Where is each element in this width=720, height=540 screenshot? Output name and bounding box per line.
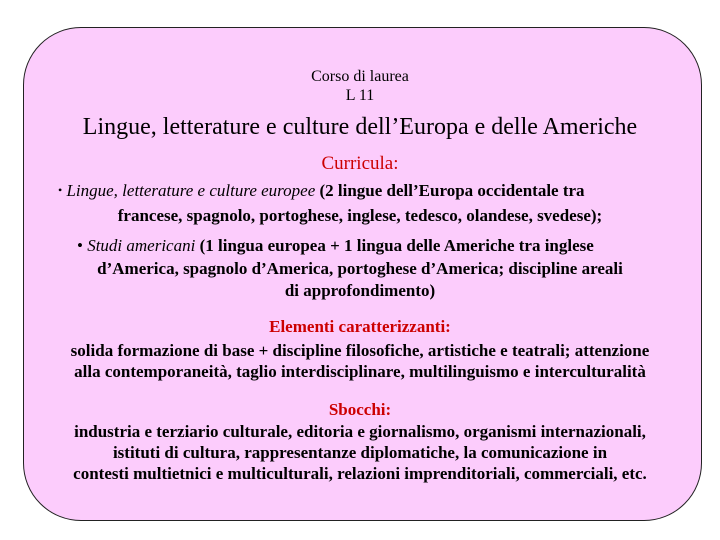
page-title: Lingue, letterature e culture dell’Europa e delle Americhe <box>82 114 638 140</box>
curriculum-name: Studi americani <box>87 236 196 255</box>
curriculum-detail-continued: di approfondimento) <box>284 281 436 300</box>
curriculum-item-americani <box>77 235 594 256</box>
sbocchi-text: contesti multietnici e multiculturali, relazioni imprenditoriali, commerciali, etc. <box>73 464 647 483</box>
elementi-text: alla contemporaneità, taglio interdisciplinare, multilinguismo e interculturalità <box>74 362 646 381</box>
curriculum-detail: (1 lingua europea + 1 lingua delle Americhe tra inglese <box>195 236 594 255</box>
course-label <box>0 67 720 105</box>
curriculum-item-europee <box>58 180 585 201</box>
course-code: L 11 <box>345 87 375 104</box>
bullet: • <box>58 183 63 197</box>
curriculum-name: Lingue, letterature e culture europee <box>66 181 316 200</box>
elementi-text: solida formazione di base + discipline filosofiche, artistiche e teatrali; attenzione <box>70 341 650 360</box>
curriculum-detail: (2 lingue dell’Europa occidentale tra <box>315 181 585 200</box>
course-line1: Corso di laurea <box>311 68 409 85</box>
sbocchi-text: istituti di cultura, rappresentanze diplomatiche, la comunicazione in <box>112 443 608 462</box>
sbocchi-heading: Sbocchi: <box>328 400 392 419</box>
elementi-heading: Elementi caratterizzanti: <box>269 317 451 336</box>
bullet: • <box>77 236 83 255</box>
curricula-heading: Curricula: <box>321 153 399 174</box>
curriculum-detail-continued: francese, spagnolo, portoghese, inglese, tedesco, olandese, svedese); <box>117 206 603 225</box>
curriculum-detail-continued: d’America, spagnolo d’America, portoghese d’America; discipline areali <box>97 259 623 278</box>
sbocchi-text: industria e terziario culturale, editoria e giornalismo, organismi internazionali, <box>74 422 646 441</box>
